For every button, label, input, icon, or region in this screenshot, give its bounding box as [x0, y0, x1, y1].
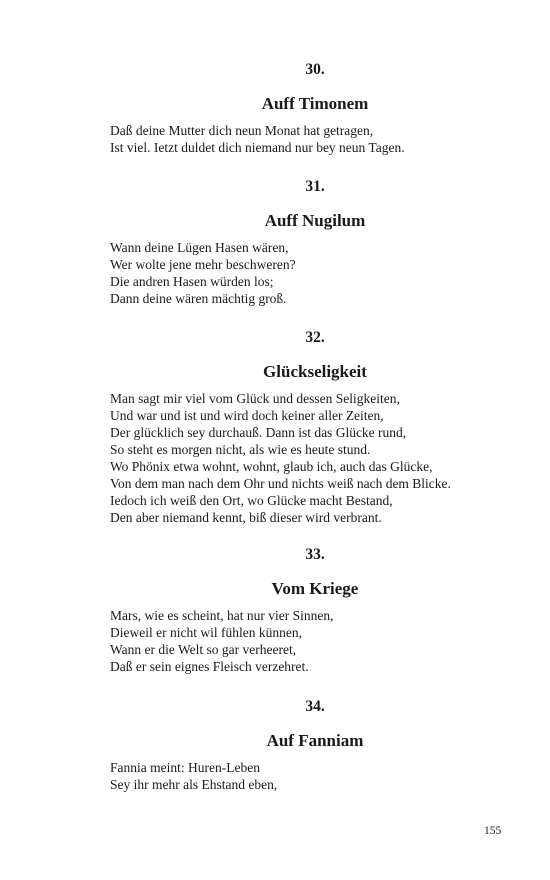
- verse-line: Mars, wie es scheint, hat nur vier Sinnen,: [110, 608, 334, 623]
- verse-line: Wo Phönix etwa wohnt, wohnt, glaub ich, auch das Glücke,: [110, 459, 433, 474]
- verse-line: Den aber niemand kennt, biß dieser wird verbrant.: [110, 510, 382, 525]
- verse-line: Dieweil er nicht wil fühlen künnen,: [110, 625, 302, 640]
- epigram-text: [110, 390, 520, 526]
- epigram-number: 32.: [305, 329, 325, 346]
- epigram-text: [110, 122, 520, 156]
- epigram-title: Vom Kriege: [271, 579, 359, 598]
- verse-line: So steht es morgen nicht, als wie es heute stund.: [110, 442, 371, 457]
- verse-line: Ist viel. Ietzt duldet dich niemand nur bey neun Tagen.: [110, 140, 405, 155]
- epigram-text: [110, 607, 520, 675]
- epigram-30: [110, 61, 520, 156]
- verse-line: Daß deine Mutter dich neun Monat hat getragen,: [110, 123, 374, 138]
- verse-line: Iedoch ich weiß den Ort, wo Glücke macht Bestand,: [110, 493, 393, 508]
- epigram-number: 33.: [305, 546, 325, 563]
- verse-line: Man sagt mir viel vom Glück und dessen Seligkeiten,: [110, 391, 400, 406]
- verse-line: Sey ihr mehr als Ehstand eben,: [110, 777, 278, 792]
- epigram-34: [110, 698, 520, 793]
- page-number: 155: [484, 825, 502, 837]
- verse-line: Daß er sein eignes Fleisch verzehret.: [110, 659, 309, 674]
- verse-line: Wer wolte jene mehr beschweren?: [110, 257, 296, 272]
- verse-line: Wann er die Welt so gar verheeret,: [110, 642, 297, 657]
- epigram-32: [110, 329, 520, 526]
- epigram-number: 31.: [305, 178, 325, 195]
- verse-line: Von dem man nach dem Ohr und nichts weiß nach dem Blicke.: [110, 476, 451, 491]
- epigram-title: Auf Fanniam: [266, 731, 364, 750]
- verse-line: Fannia meint: Huren-Leben: [110, 760, 260, 775]
- verse-line: Die andren Hasen würden los;: [110, 274, 274, 289]
- epigram-title: Glückseligkeit: [263, 362, 367, 381]
- verse-line: Dann deine wären mächtig groß.: [110, 291, 287, 306]
- epigram-number: 34.: [305, 698, 325, 715]
- epigram-text: [110, 239, 520, 307]
- epigram-title: Auff Timonem: [261, 94, 369, 113]
- epigram-title: Auff Nugilum: [264, 211, 366, 230]
- verse-line: Der glücklich sey durchauß. Dann ist das Glücke rund,: [110, 425, 407, 440]
- epigram-33: [110, 546, 520, 675]
- epigram-31: [110, 178, 520, 307]
- epigram-text: [110, 759, 520, 793]
- verse-line: Wann deine Lügen Hasen wären,: [110, 240, 289, 255]
- verse-line: Und war und ist und wird doch keiner aller Zeiten,: [110, 408, 384, 423]
- epigram-number: 30.: [305, 61, 325, 78]
